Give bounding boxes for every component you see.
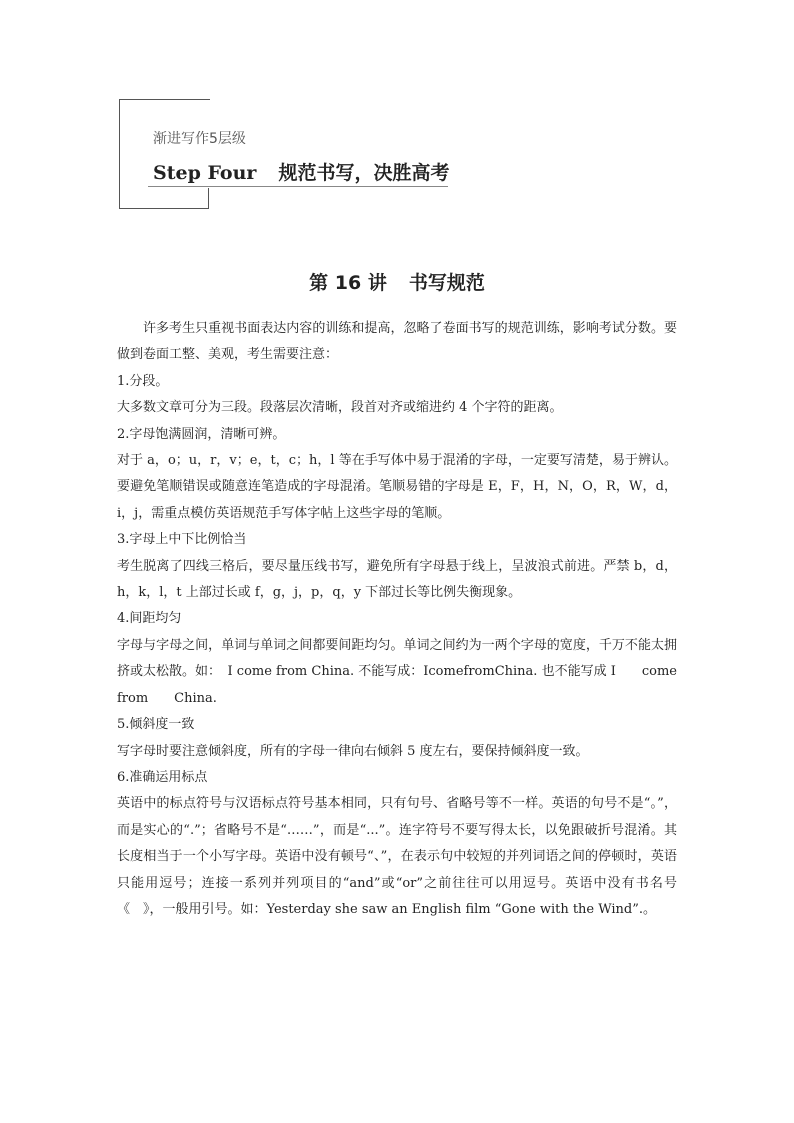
step-title xyxy=(153,158,449,185)
point-paragraph: 对于 a，o；u，r，v；e，t，c；h，l 等在手写体中易于混淆的字母，一定要写清楚，易于辨认。要避免笔顺错误或随意连笔造成的字母混淆。笔顺易错的字母是 E，F，H，N，O，R，W，d，i，j，需重点模仿英语规范手写体字帖上这些字母的笔顺。 xyxy=(117,453,677,521)
step-title-en: Step Four xyxy=(153,162,257,184)
lesson-name: 书写规范 xyxy=(408,272,485,294)
section-header xyxy=(0,0,794,240)
point-paragraph: 大多数文章可分为三段。段落层次清晰，段首对齐或缩进约 4 个字符的距离。 xyxy=(117,400,563,416)
frame-line xyxy=(120,99,210,100)
point-heading: 6.准确运用标点 xyxy=(117,769,208,785)
point-heading: 1.分段。 xyxy=(117,373,169,389)
point-paragraph: 考生脱离了四线三格后，要尽量压线书写，避免所有字母悬于线上，呈波浪式前进。严禁 b，d，h，k，l，t 上部过长或 f，g，j，p，q，y 下部过长等比例失衡现象。 xyxy=(117,558,677,601)
lesson-number: 第 16 讲 xyxy=(309,272,387,294)
intro-paragraph: 许多考生只重视书面表达内容的训练和提高，忽略了卷面书写的规范训练，影响考试分数。要做到卷面工整、美观，考生需要注意： xyxy=(117,321,677,363)
frame-line xyxy=(119,208,209,209)
point-paragraph: 字母与字母之间，单词与单词之间都要间距均匀。单词之间约为一两个字母的宽度，千万不能太拥挤或太松散。如： I come from China. 不能写成：IcomefromChina. 也不能写成 I come from China. xyxy=(117,637,677,706)
series-label: 渐进写作5层级 xyxy=(153,131,246,147)
lesson-body xyxy=(117,316,677,923)
title-underline xyxy=(148,186,448,187)
point-heading: 4.间距均匀 xyxy=(117,611,182,627)
step-title-cn: 规范书写，决胜高考 xyxy=(278,162,450,184)
point-heading: 3.字母上中下比例恰当 xyxy=(117,532,247,548)
point-paragraph: 写字母时要注意倾斜度，所有的字母一律向右倾斜 5 度左右，要保持倾斜度一致。 xyxy=(117,743,589,759)
lesson-title xyxy=(0,268,794,295)
point-paragraph: 英语中的标点符号与汉语标点符号基本相同，只有句号、省略号等不一样。英语的句号不是“。”，而是实心的“.”；省略号不是“……”，而是“...”。连字符号不要写得太长，以免跟破折号混淆。其长度相当于一个小写字母。英语中没有顿号“、”，在表示句中较短的并列词语之间的停顿时，英语只能用逗号；连接一系列并列项目的“and”或“or”之前往往可以用逗号。英语中没有书名号《 》，一般用引号。如：Yesterday she saw an English film “Gone with the Wind”.。 xyxy=(117,796,677,917)
point-heading: 5.倾斜度一致 xyxy=(117,717,195,733)
point-heading: 2.字母饱满圆润，清晰可辨。 xyxy=(117,426,286,442)
frame-line xyxy=(119,99,120,209)
frame-line xyxy=(208,188,209,209)
